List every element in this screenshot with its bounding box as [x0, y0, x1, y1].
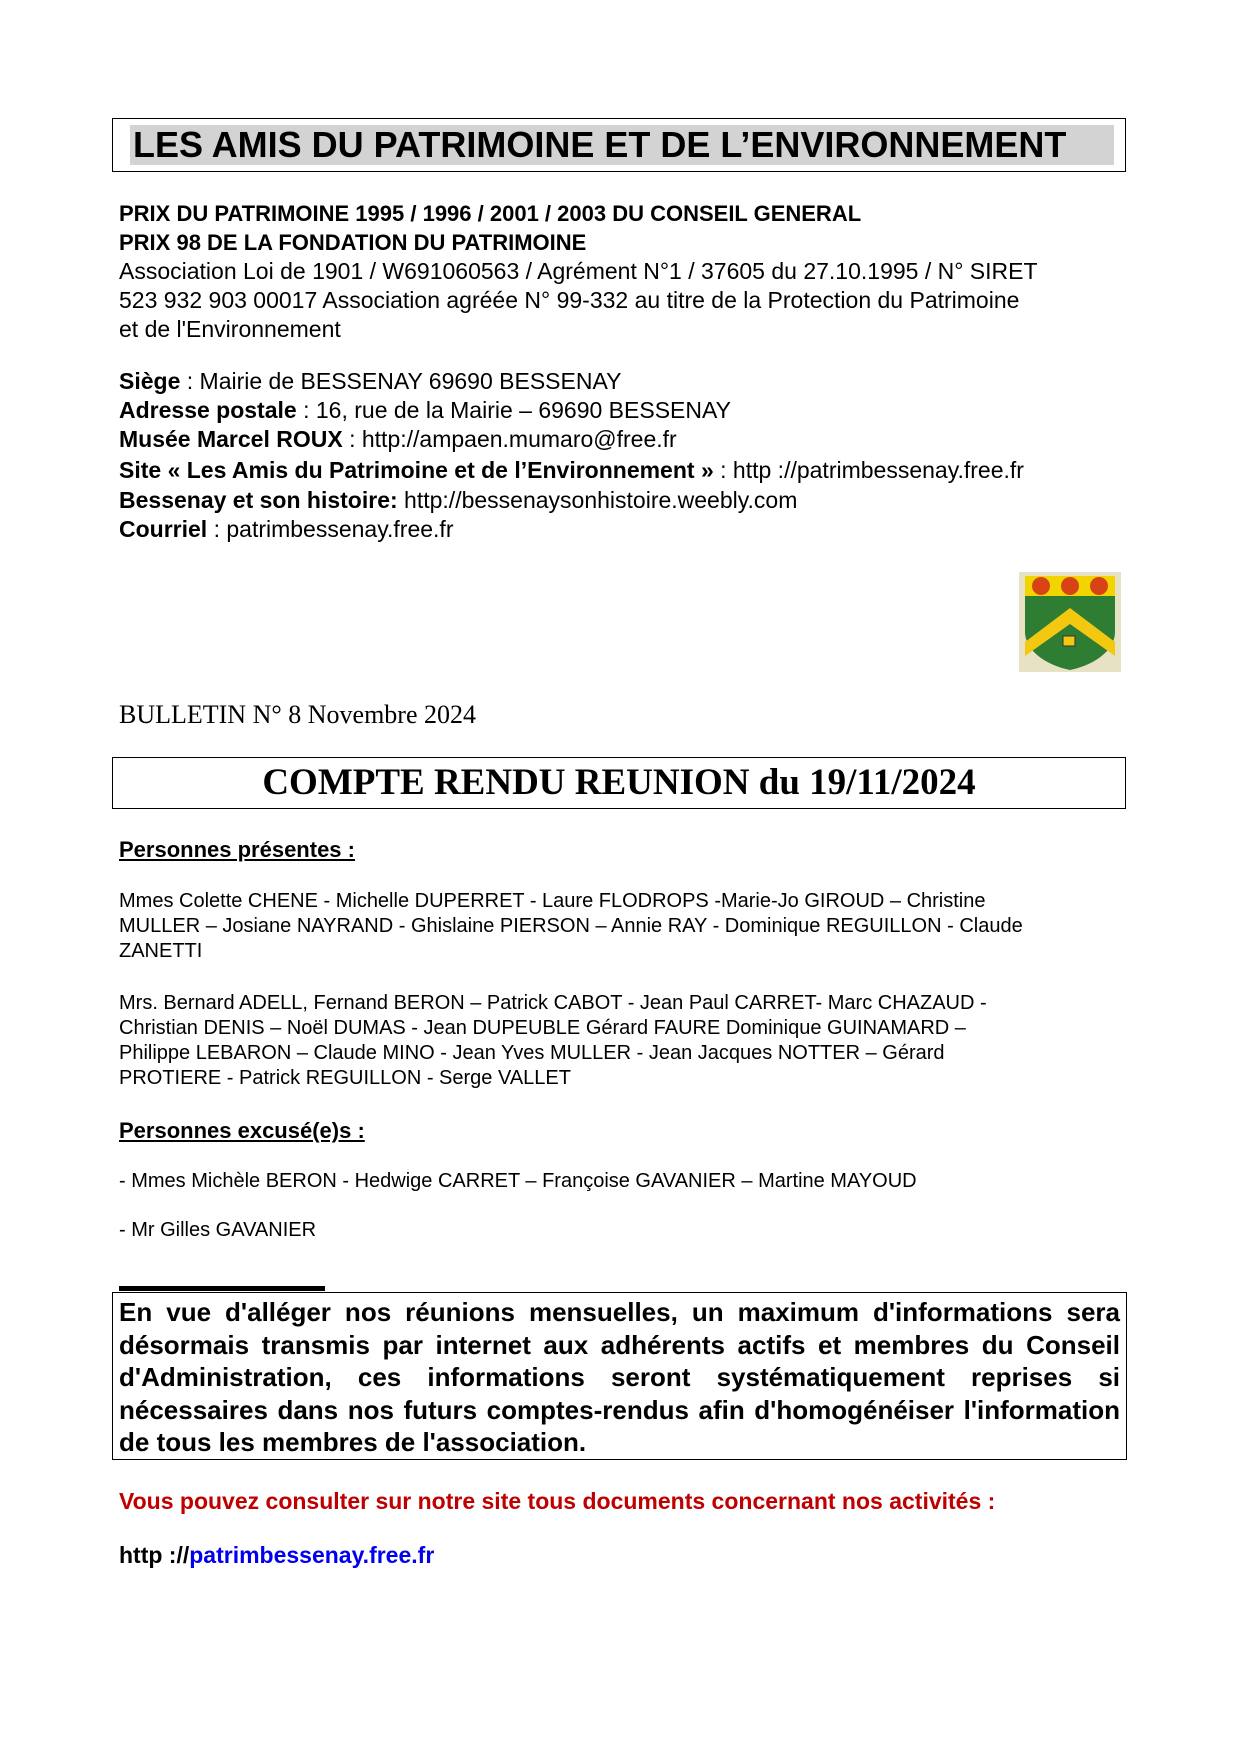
excused-women: - Mmes Michèle BERON - Hedwige CARRET – Françoise GAVANIER – Martine MAYOUD — [119, 1170, 917, 1192]
association-line-3: et de l'Environnement — [119, 316, 341, 342]
site-label: Site « Les Amis du Patrimoine et de l’Environnement » — [119, 457, 714, 483]
decorative-rule — [119, 1286, 325, 1291]
present-men-line: PROTIERE - Patrick REGUILLON - Serge VALLET — [119, 1067, 571, 1089]
consult-text: Vous pouvez consulter sur notre site tous documents concernant nos activités : — [119, 1488, 996, 1514]
page-title: LES AMIS DU PATRIMOINE ET DE L’ENVIRONNEMENT — [133, 124, 1067, 165]
address-label: Adresse postale — [119, 397, 297, 423]
coat-of-arms-icon — [1019, 572, 1121, 672]
present-heading: Personnes présentes : — [119, 837, 355, 862]
siege-value: : Mairie de BESSENAY 69690 BESSENAY — [180, 368, 622, 394]
bulletin-label: BULLETIN N° 8 Novembre 2024 — [119, 700, 476, 729]
report-title-box — [112, 757, 1126, 809]
prize-line-1: PRIX DU PATRIMOINE 1995 / 1996 / 2001 / 2003 DU CONSEIL GENERAL — [119, 201, 862, 226]
email-label: Courriel — [119, 516, 208, 542]
contact-museum — [119, 425, 677, 454]
present-women-line: MULLER – Josiane NAYRAND - Ghislaine PIERSON – Annie RAY - Dominique REGUILLON - Claude — [119, 915, 1023, 937]
history-label: Bessenay et son histoire: — [119, 487, 398, 513]
notice-box — [112, 1292, 1127, 1460]
association-line-2: 523 932 903 00017 Association agréée N° 99-332 au titre de la Protection du Patrimoine — [119, 287, 1020, 313]
association-line-1: Association Loi de 1901 / W691060563 / Agrément N°1 / 37605 du 27.10.1995 / N° SIRET — [119, 258, 1038, 284]
excused-men: - Mr Gilles GAVANIER — [119, 1219, 317, 1241]
address-value: : 16, rue de la Mairie – 69690 BESSENAY — [296, 397, 731, 423]
present-women-line: Mmes Colette CHENE - Michelle DUPERRET - Laure FLODROPS -Marie-Jo GIROUD – Christine — [119, 890, 986, 912]
present-men-line: Christian DENIS – Noël DUMAS - Jean DUPEUBLE Gérard FAURE Dominique GUINAMARD – — [119, 1017, 966, 1039]
museum-label: Musée Marcel ROUX — [119, 426, 343, 452]
site-value: : http ://patrimbessenay.free.fr — [713, 457, 1024, 483]
siege-label: Siège — [119, 368, 181, 394]
contact-siege — [119, 367, 621, 396]
site-url-line — [119, 1542, 434, 1569]
contact-email — [119, 515, 453, 544]
report-title: COMPTE RENDU REUNION du 19/11/2024 — [262, 762, 976, 803]
site-link[interactable]: patrimbessenay.free.fr — [189, 1542, 435, 1568]
email-value: : patrimbessenay.free.fr — [207, 516, 454, 542]
museum-value: : http://ampaen.mumaro@free.fr — [342, 426, 677, 452]
notice-text: En vue d'alléger nos réunions mensuelles, un maximum d'informations sera désormais transmis par internet aux adhérents actifs et membres du Conseil d'Administration, ces informations seront systématiquement reprises si nécessaires dans nos futurs comptes-rendus afin d'homogénéiser l'information de tous les membres de l'association. — [119, 1297, 1120, 1457]
prize-line-2: PRIX 98 DE LA FONDATION DU PATRIMOINE — [119, 230, 587, 255]
contact-site — [119, 456, 1024, 485]
excused-heading: Personnes excusé(e)s : — [119, 1118, 365, 1143]
url-prefix: http :// — [119, 1542, 190, 1568]
contact-history — [119, 486, 797, 515]
contact-address — [119, 396, 731, 425]
present-men-line: Mrs. Bernard ADELL, Fernand BERON – Patrick CABOT - Jean Paul CARRET- Marc CHAZAUD - — [119, 992, 987, 1014]
history-value: http://bessenaysonhistoire.weebly.com — [397, 487, 798, 513]
present-men-line: Philippe LEBARON – Claude MINO - Jean Yves MULLER - Jean Jacques NOTTER – Gérard — [119, 1042, 945, 1064]
title-box — [112, 118, 1126, 172]
present-women-line: ZANETTI — [119, 940, 203, 962]
